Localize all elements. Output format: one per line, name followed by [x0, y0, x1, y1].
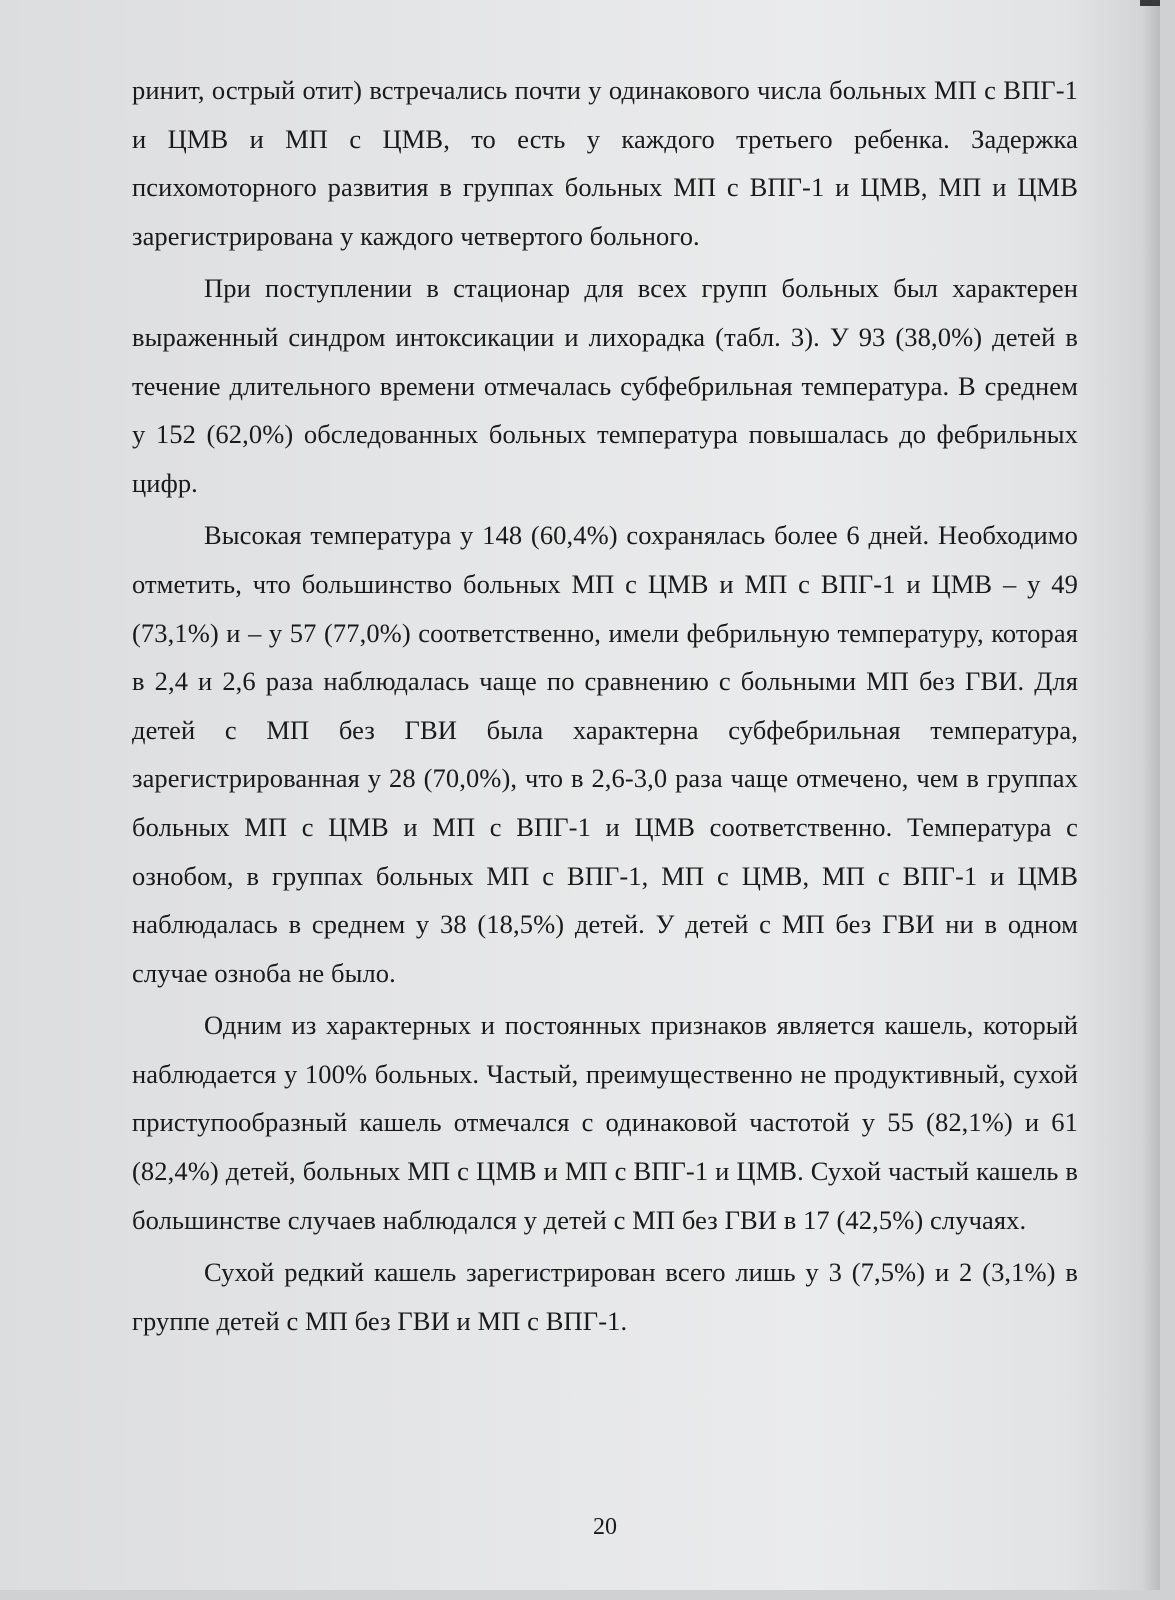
paragraph-admission-symptoms: При поступлении в стационар для всех групп больных был характерен выраженный синдром интоксикации и лихорадка (табл. 3). У 93 (38,0%) детей в течение длительного времени отмечалась субфебрильная температура. В среднем у 152 (62,0%) обследованных больных температура повышалась до фебрильных цифр.: [132, 273, 1078, 498]
paragraph-high-temperature: Высокая температура у 148 (60,4%) сохранялась более 6 дней. Необходимо отметить, что большинство больных МП с ЦМВ и МП с ВПГ-1 и ЦМВ – у 49 (73,1%) и – у 57 (77,0%) соответственно, имели фебрильную температуру, которая в 2,4 и 2,6 раза наблюдалась чаще по сравнению с больными МП без ГВИ. Для детей с МП без ГВИ была характерна субфебрильная температура, зарегистрированная у 28 (70,0%), что в 2,6-3,0 раза чаще отмечено, чем в группах больных МП с ЦМВ и МП с ВПГ-1 и ЦМВ соответственно. Температура с ознобом, в группах больных МП с ВПГ-1, МП с ЦМВ, МП с ВПГ-1 и ЦМВ наблюдалась в среднем у 38 (18,5%) детей. У детей с МП без ГВИ ни в одном случае озноба не было.: [132, 520, 1078, 988]
scan-corner-mark: [1140, 0, 1160, 6]
page-number: 20: [593, 1514, 617, 1540]
body-text: [132, 66, 1078, 1345]
paragraph-cough: Одним из характерных и постоянных признаков является кашель, который наблюдается у 100% больных. Частый, преимущественно не продуктивный, сухой приступообразный кашель отмечался с одинаковой частотой у 55 (82,1%) и 61 (82,4%) детей, больных МП с ЦМВ и МП с ВПГ-1 и ЦМВ. Сухой частый кашель в большинстве случаев наблюдался у детей с МП без ГВИ в 17 (42,5%) случаях.: [132, 1010, 1078, 1235]
page-edge-shadow: [1142, 0, 1160, 1590]
paragraph-rare-cough: Сухой редкий кашель зарегистрирован всего лишь у 3 (7,5%) и 2 (3,1%) в группе детей с МП без ГВИ и МП с ВПГ-1.: [132, 1257, 1078, 1336]
paragraph-continuation: ринит, острый отит) встречались почти у одинакового числа больных МП с ВПГ-1 и ЦМВ и МП с ЦМВ, то есть у каждого третьего ребенка. Задержка психомоторного развития в группах больных МП с ВПГ-1 и ЦМВ, МП и ЦМВ зарегистрирована у каждого четвертого больного.: [132, 75, 1078, 251]
